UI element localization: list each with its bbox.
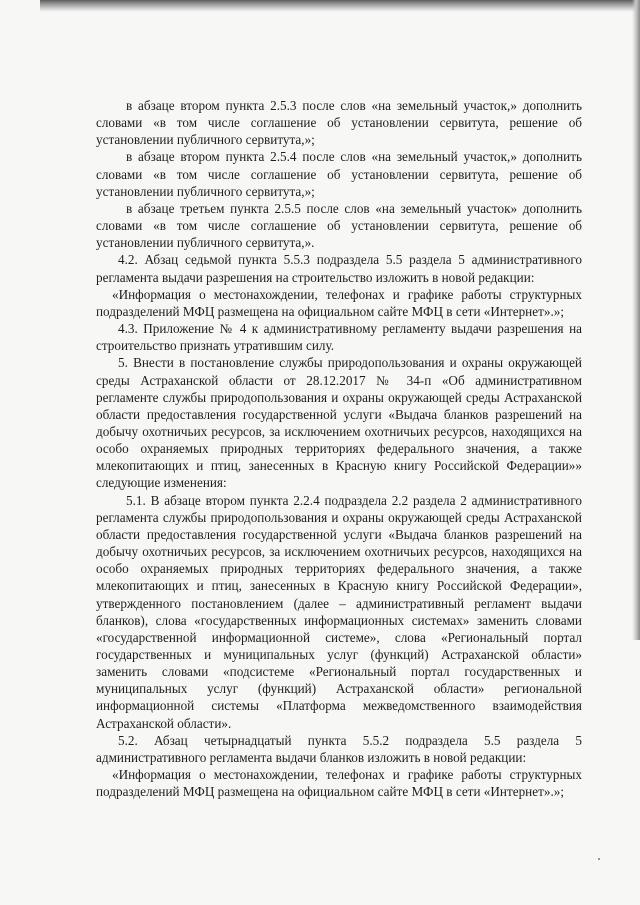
- paragraph-2-5-5: в абзаце третьем пункта 2.5.5 после слов «на земельный участок» дополнить словами «в том числе соглашение об установлении сервитута, решение об установлении публичного сервитута,».: [96, 200, 582, 251]
- paragraph-quote-mfc-2: «Информация о местонахождении, телефонах и графике работы структурных подразделений МФЦ размещена на официальном сайте МФЦ в сети «Интернет».»;: [96, 767, 582, 800]
- scan-edge-shadow-top: [40, 0, 640, 12]
- scan-edge-shadow-right: [632, 0, 640, 640]
- paragraph-quote-mfc-1: «Информация о местонахождении, телефонах и графике работы структурных подразделений МФЦ размещена на официальном сайте МФЦ в сети «Интернет».»;: [96, 286, 582, 319]
- paragraph-4-2: 4.2. Абзац седьмой пункта 5.5.3 подраздела 5.5 раздела 5 административного регламента выдачи разрешения на строительство изложить в новой редакции:: [96, 252, 582, 285]
- scan-speck: [598, 858, 600, 860]
- paragraph-4-3: 4.3. Приложение № 4 к административному регламенту выдачи разрешения на строительство признать утратившим силу.: [96, 321, 582, 354]
- paragraph-2-5-4: в абзаце втором пункта 2.5.4 после слов «на земельный участок,» дополнить словами «в том числе соглашение об установлении сервитута, решение об установлении публичного сервитута,»;: [96, 149, 582, 199]
- paragraph-2-5-3: в абзаце втором пункта 2.5.3 после слов «на земельный участок,» дополнить словами «в том числе соглашение об установлении сервитута, решение об установлении публичного сервитута,»;: [96, 98, 582, 148]
- document-page: [96, 97, 582, 800]
- paragraph-5-1: 5.1. В абзаце втором пункта 2.2.4 подраздела 2.2 раздела 2 административного регламента службы природопользования и охраны окружающей среды Астраханской области предоставления государственной услуги «Выдача бланков разрешений на добычу охотничьих ресурсов, за исключением охотничьих ресурсов, находящихся на особо охраняемых природных территориях федерального значения, а также млекопитающих и птиц, занесенных в Красную книгу Российской Федерации», утвержденного постановлением (далее – административный регламент выдачи бланков), слова «государственных информационных системах» заменить словами «государственной информационной системе», слова «Региональный портал государственных и муниципальных услуг (функций) Астраханской области» заменить словами «подсистеме «Региональный портал государственных и муниципальных услуг (функций) Астраханской области» региональной информационной системы «Платформа межведомственного взаимодействия Астраханской области».: [96, 492, 582, 731]
- paragraph-5: 5. Внести в постановление службы природопользования и охраны окружающей среды Астраханской области от 28.12.2017 № 34-п «Об административном регламенте службы природопользования и охраны окружающей среды Астраханской области предоставления государственной услуги «Выдача бланков разрешений на добычу охотничьих ресурсов, за исключением охотничьих ресурсов, находящихся на особо охраняемых природных территориях федерального значения, а также млекопитающих и птиц, занесенных в Красную книгу Российской Федерации»» следующие изменения:: [96, 355, 582, 491]
- paragraph-5-2: 5.2. Абзац четырнадцатый пункта 5.5.2 подраздела 5.5 раздела 5 административного регламента выдачи бланков изложить в новой редакции:: [96, 732, 582, 765]
